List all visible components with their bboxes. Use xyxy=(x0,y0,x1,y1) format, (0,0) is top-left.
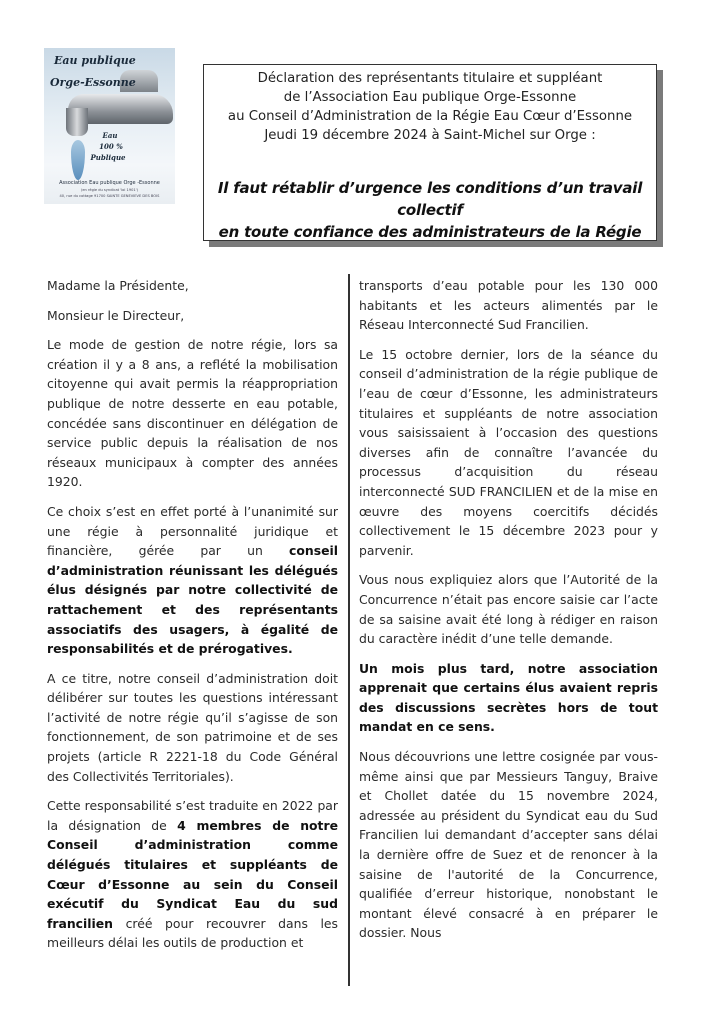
logo-footer-sub: (en régie du syndicat 'loi 1901') xyxy=(80,188,139,192)
declaration-headline xyxy=(204,177,656,243)
body-column-left xyxy=(47,276,338,963)
logo-footer-address: 40, rue du cottage 91700 SAINTE GENEVIEVE DES BOIS xyxy=(59,194,160,198)
title-line: de l’Association Eau publique Orge-Essonne xyxy=(283,90,577,105)
paragraph: Le mode de gestion de notre régie, lors sa création il y a 8 ans, a reflété la mobilisation citoyenne qui avait permis la réappropriation publique de notre desserte en eau potable, concédée sans discontinuer en délégation de service public depuis la réalisation de nos réseaux municipaux à compter des années 1920. xyxy=(47,337,338,490)
body-column-right xyxy=(359,276,658,953)
title-line: au Conseil d’Administration de la Régie Eau Cœur d’Essonne xyxy=(227,109,633,124)
paragraph: Vous nous expliquiez alors que l’Autorité de la Concurrence n’était pas encore saisie car l’acte de sa saisine avait été long à rédiger en raison du caractère inédit d’une telle demande. xyxy=(359,572,658,647)
title-line: Jeudi 19 décembre 2024 à Saint-Michel sur Orge : xyxy=(264,128,596,143)
paragraph-emphasis: 4 membres de notre Conseil d’administration comme délégués titulaires et suppléants de Cœur d’Essonne au sein du Conseil exécutif du Syndicat Eau du sud francilien xyxy=(47,817,338,931)
water-drop-icon xyxy=(71,140,85,180)
logo-footer-name: Association Eau publique Orge -Essonne xyxy=(59,180,160,186)
paragraph-emphasis: Un mois plus tard, notre association apprenait que certains élus avaient repris des discussions secrètes hors de tout mandat en ce sens. xyxy=(359,660,658,735)
salutation-president: Madame la Présidente, xyxy=(47,278,189,293)
declaration-title xyxy=(204,69,656,145)
column-divider xyxy=(348,274,350,986)
logo-badge-line3: Publique xyxy=(90,153,126,162)
salutation-director: Monsieur le Directeur, xyxy=(47,307,185,323)
paragraph-text: Ce choix s’est en effet porté à l’unanimité sur une régie à personnalité juridique et financière, gérée par un xyxy=(47,503,338,559)
paragraph-text: créé pour recouvrer dans les meilleurs délai les outils de production et xyxy=(47,915,338,951)
faucet-spout-graphic xyxy=(66,108,88,136)
paragraph-emphasis: conseil d’administration réunissant les délégués élus désignés par notre collectivité de rattachement et des représentants associatifs des usagers, à égalité de responsabilités et de prérogatives. xyxy=(47,543,338,657)
headline-line: en toute confiance des administrateurs de la Régie xyxy=(218,223,642,241)
paragraph: Nous découvrions une lettre cosignée par vous-même ainsi que par Messieurs Tanguy, Braive et Chollet datée du 15 novembre 2024, adressée au président du Syndicat eau du Sud Francilien lui demandant d’accepter sans délai la dernière offre de Suez et de renoncer à la saisine de l'autorité de la Concurrence, qualifiée d’erreur historique, nonobstant le montant élevé consacré à en préparer le dossier. Nous xyxy=(359,749,658,941)
paragraph xyxy=(47,502,338,659)
logo-badge-line2: 100 % xyxy=(99,142,123,151)
logo-badge-line1: Eau xyxy=(102,131,118,140)
paragraph: A ce titre, notre conseil d’administration doit délibérer sur toutes les questions intéressant l’activité de notre régie qu’il s’agisse de son fonctionnement, de son patrimoine et de ses projets (article R 2221-18 du Code Général des Collectivités Territoriales). xyxy=(47,670,338,784)
paragraph: Le 15 octobre dernier, lors de la séance du conseil d’administration de la régie publique de l’eau de cœur d’Essonne, les administrateurs titulaires et suppléants de notre association vous saisissaient à l’occasion des questions diverses afin de connaître l’avancée du processus d’acquisition du réseau interconnecté SUD FRANCILIEN et de la mise en œuvre des moyens coercitifs décidés collectivement le 15 décembre 2023 pour y parvenir. xyxy=(359,346,658,558)
paragraph-text: Cette responsabilité s’est traduite en 2022 par la désignation de xyxy=(47,798,338,833)
title-line: Déclaration des représentants titulaire et suppléant xyxy=(257,71,603,86)
paragraph xyxy=(47,796,338,953)
paragraph-continued: transports d’eau potable pour les 130 000 habitants et les acteurs alimentés par le Réseau Interconnecté Sud Francilien. xyxy=(359,278,658,333)
declaration-header-box xyxy=(203,64,657,241)
logo-title-line1: Eau publique xyxy=(54,54,136,67)
headline-line: Il faut rétablir d’urgence les conditions d’un travail collectif xyxy=(217,179,643,219)
logo-title-line2: Orge-Essonne xyxy=(50,76,136,89)
paragraph xyxy=(359,659,658,737)
association-logo xyxy=(44,48,175,204)
